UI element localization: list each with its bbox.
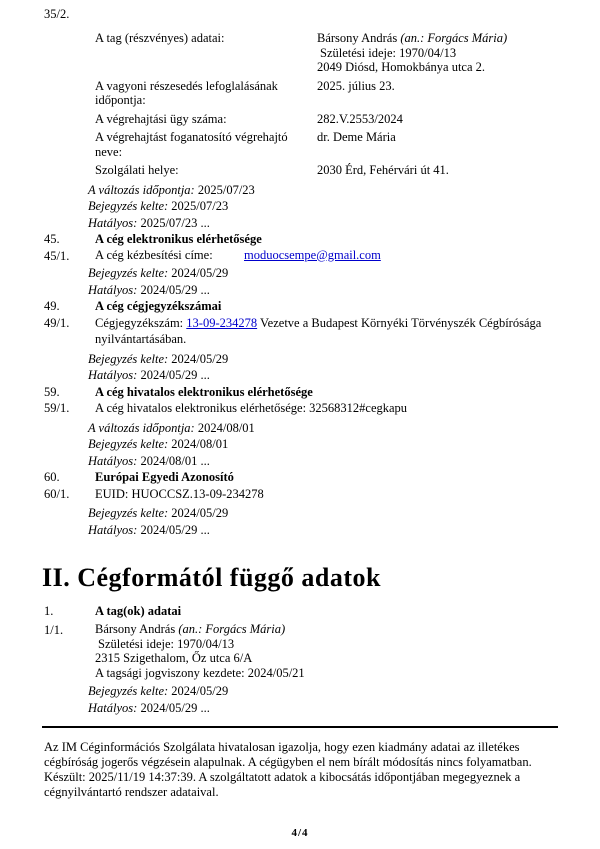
seizure-date-value: 2025. július 23.: [317, 78, 395, 93]
change-date-line: [88, 182, 558, 199]
section-ii-1-title: A tag(ok) adatai: [95, 603, 182, 618]
item-49-1-row: [44, 315, 558, 384]
bailiff-row: [95, 130, 558, 159]
entry-date-line: [88, 683, 558, 700]
entry-date-value: 2024/08/01: [171, 437, 229, 451]
item-60-1-body: [88, 486, 558, 539]
section-60-title: Európai Egyedi Azonosító: [95, 470, 234, 484]
bailiff-value: dr. Deme Mária: [317, 130, 396, 144]
item-45-1-body: [88, 247, 558, 299]
section-ii-heading: II. Cégformától függő adatok: [42, 563, 381, 592]
generation-statement: Készült: 2025/11/19 14:37:39. A szolgáltatott adatok a kibocsátás időpontjában megegyeznek a cégnyilvántartó rendszer adataival.: [44, 770, 521, 800]
item-number-59-1: 59/1.: [44, 401, 70, 415]
company-email-link[interactable]: moduocsempe@gmail.com: [244, 247, 381, 262]
member-name: Bársony András: [317, 31, 398, 45]
valid-from-value: 2024/05/29 ...: [140, 700, 210, 715]
member-mother-name: (an.: Forgács Mária): [178, 622, 286, 637]
enforcement-case-value: 282.V.2553/2024: [317, 111, 403, 126]
enforcement-case-row: [95, 112, 558, 127]
valid-from-line: [88, 367, 558, 384]
entry-date-line: [88, 505, 558, 522]
valid-from-label: Hatályos:: [88, 700, 138, 715]
delivery-address-row: [95, 248, 558, 263]
section-45-header: [44, 231, 558, 248]
valid-from-line: [88, 522, 558, 539]
item-number-60: 60.: [44, 470, 60, 484]
duty-station-label: Szolgálati helye:: [95, 163, 179, 177]
member-name-line: [95, 622, 558, 637]
registry-number-suffix: Vezetve a Budapest Környéki Törvényszék Cégbírósága nyilvántartásában.: [95, 315, 542, 346]
seizure-date-label: [95, 79, 317, 108]
item-number-49-1: 49/1.: [44, 315, 70, 330]
enforcement-case-label: A végrehajtási ügy száma:: [95, 111, 227, 126]
valid-from-label: Hatályos:: [88, 453, 138, 468]
registry-number-prefix: Cégjegyzékszám:: [95, 315, 184, 330]
item-59-1-row: [44, 400, 558, 469]
valid-from-line: [88, 215, 558, 232]
entry-date-line: [88, 351, 558, 368]
entry-date-label: Bejegyzés kelte:: [88, 437, 169, 451]
section-ii-1-header: [44, 603, 558, 620]
entry-date-label: Bejegyzés kelte:: [88, 351, 169, 366]
member-address-line: 2315 Szigethalom, Őz utca 6/A: [95, 651, 253, 666]
member-name-line: [317, 31, 558, 46]
change-date-label: A változás időpontja:: [88, 420, 195, 435]
item-number-1-1: 1/1.: [44, 623, 64, 638]
item-number-45: 45.: [44, 232, 60, 246]
entry-date-label: Bejegyzés kelte:: [88, 506, 169, 520]
section-59-title: A cég hivatalos elektronikus elérhetősége: [95, 384, 313, 399]
item-59-1-body: [88, 400, 558, 469]
membership-start-line: A tagsági jogviszony kezdete: 2024/05/21: [95, 665, 305, 680]
registry-number-text: [95, 315, 558, 348]
valid-from-line: [88, 700, 558, 717]
entry-date-value: 2025/07/23: [171, 199, 229, 213]
bailiff-label: A végrehajtást foganatosító végrehajtó neve:: [95, 130, 288, 159]
certification-statement: Az IM Céginformációs Szolgálata hivatalosan igazolja, hogy ezen kiadmány adatai az illetékes cégbíróság jogerős végzésein alapulnak. A cégügyben el nem bírált módosítás nincs folyamatban.: [44, 740, 532, 770]
entry-date-line: [88, 198, 558, 215]
item-1-1-body: [88, 622, 558, 716]
item-number-45-1: 45/1.: [44, 248, 70, 263]
member-address-line: 2049 Diósd, Homokbánya utca 2.: [317, 60, 486, 74]
valid-from-line: [88, 282, 558, 299]
entry-date-label: Bejegyzés kelte:: [88, 199, 169, 213]
valid-from-value: 2024/05/29 ...: [140, 368, 210, 382]
item-number-60-1: 60/1.: [44, 486, 70, 501]
member-name: Bársony András: [95, 622, 176, 637]
entry-date-value: 2024/05/29: [171, 684, 229, 699]
valid-from-value: 2024/08/01 ...: [140, 453, 210, 468]
seizure-label-line2: időpontja:: [95, 93, 146, 107]
valid-from-label: Hatályos:: [88, 368, 138, 382]
entry-date-label: Bejegyzés kelte:: [88, 266, 169, 280]
valid-from-value: 2024/05/29 ...: [140, 522, 210, 537]
duty-station-value: 2030 Érd, Fehérvári út 41.: [317, 163, 449, 177]
valid-from-label: Hatályos:: [88, 522, 138, 537]
member-data-label: A tag (részvényes) adatai:: [95, 31, 225, 45]
member-data-value: [317, 31, 558, 75]
delivery-address-label: A cég kézbesítési címe:: [95, 247, 213, 262]
change-date-value: 2025/07/23: [197, 182, 255, 197]
page-number: 4/4: [291, 827, 309, 839]
item-60-1-row: [44, 486, 558, 539]
item-49-1-body: [88, 315, 558, 384]
valid-from-label: Hatályos:: [88, 282, 138, 297]
change-date-line: [88, 420, 558, 437]
certification-footer: [44, 740, 558, 800]
item-number-35-2: 35/2.: [44, 7, 70, 21]
official-contact-text: A cég hivatalos elektronikus elérhetősége: 32568312#cegkapu: [95, 401, 408, 415]
valid-from-label: Hatályos:: [88, 215, 138, 230]
entry-date-label: Bejegyzés kelte:: [88, 684, 169, 699]
item-number-1: 1.: [44, 603, 54, 618]
member-data-row: [95, 31, 558, 75]
section-45-title: A cég elektronikus elérhetősége: [95, 232, 262, 246]
section-59-header: [44, 384, 558, 401]
member-data-block: [95, 622, 558, 680]
member-birth-line: Születési ideje: 1970/04/13: [98, 636, 235, 651]
section-49-title: A cég cégjegyzékszámai: [95, 299, 222, 313]
change-date-value: 2024/08/01: [197, 420, 255, 435]
valid-from-line: [88, 453, 558, 470]
seizure-label-line1: A vagyoni részesedés lefoglalásának: [95, 78, 278, 93]
entry-date-line: [88, 265, 558, 282]
entry-date-value: 2024/05/29: [171, 506, 229, 520]
section-ii-body: [44, 603, 558, 717]
registry-number-link[interactable]: 13-09-234278: [186, 315, 258, 330]
section-60-header: [44, 469, 558, 486]
member-birth-line: Születési ideje: 1970/04/13: [320, 45, 457, 60]
seizure-date-row: [95, 79, 558, 108]
duty-station-row: [95, 163, 558, 178]
item-35-2-body: [88, 31, 558, 231]
entry-date-line: [88, 436, 558, 453]
euid-text: EUID: HUOCCSZ.13-09-234278: [95, 486, 264, 501]
change-date-label: A változás időpontja:: [88, 182, 195, 197]
item-1-1-row: [44, 622, 558, 716]
entry-date-value: 2024/05/29: [171, 266, 229, 280]
item-number-49: 49.: [44, 299, 60, 313]
footer-divider: [42, 726, 558, 728]
section-49-header: [44, 298, 558, 315]
valid-from-value: 2024/05/29 ...: [140, 282, 210, 297]
item-number-59: 59.: [44, 384, 60, 399]
entry-date-value: 2024/05/29: [171, 351, 229, 366]
delivery-address-value: [244, 248, 558, 263]
member-mother-name: (an.: Forgács Mária): [400, 31, 508, 45]
item-45-1-row: [44, 248, 558, 299]
valid-from-value: 2025/07/23 ...: [140, 215, 210, 230]
